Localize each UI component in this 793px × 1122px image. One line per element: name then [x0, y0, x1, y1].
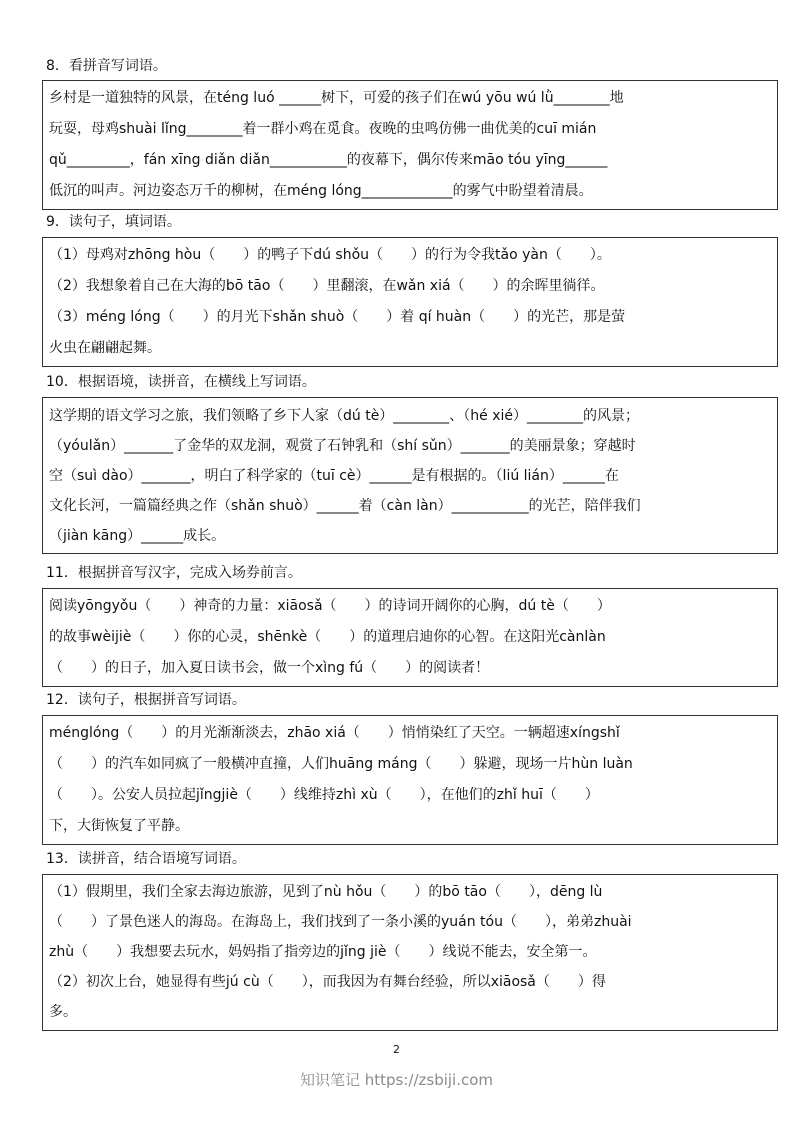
question-12-box	[42, 715, 778, 845]
question-8-box	[42, 80, 778, 210]
question-8-line: qǔ_________，fán xīng diǎn diǎn___________的夜幕下，偶尔传来māo tóu yīng______	[49, 152, 608, 168]
question-8-title: 8．看拼音写词语。	[46, 58, 167, 74]
question-11-line: 阅读yōngyǒu（ ）神奇的力量：xiāosǎ（ ）的诗词开阔你的心胸，dú tè（ ）	[49, 598, 611, 614]
question-11-line: 的故事wèijiè（ ）你的心灵，shēnkè（ ）的道理启迪你的心智。在这阳光cànlàn	[49, 629, 606, 645]
question-9-line: （1）母鸡对zhōng hòu（ ）的鸭子下dú shǒu（ ）的行为令我tǎo yàn（ ）。	[49, 247, 611, 263]
question-13-title: 13．读拼音，结合语境写词语。	[46, 851, 246, 867]
question-13-box	[42, 874, 778, 1031]
question-13-line: （2）初次上台，她显得有些jú cù（ ），而我因为有舞台经验，所以xiāosǎ（ ）得	[49, 974, 606, 990]
question-10-line: （jiàn kāng）______成长。	[49, 528, 226, 544]
question-10-box	[42, 397, 778, 554]
question-12-line: （ ）。公安人员拉起jǐngjiè（ ）线维持zhì xù（ ），在他们的zhǐ huī（ ）	[49, 787, 599, 803]
page-number: 2	[393, 1043, 400, 1056]
question-10-line: 这学期的语文学习之旅，我们领略了乡下人家（dú tè）________、（hé xié）________的风景；	[49, 408, 640, 424]
question-13-line: （ ）了景色迷人的海岛。在海岛上，我们找到了一条小溪的yuán tóu（ ），弟弟zhuài	[49, 914, 632, 930]
footer-watermark: 知识笔记 https://zsbiji.com	[299, 1071, 494, 1089]
question-8-line: 乡村是一道独特的风景，在téng luó ______树下，可爱的孩子们在wú yōu wú lǜ________地	[49, 90, 624, 106]
question-9-line: （3）méng lóng（ ）的月光下shǎn shuò（ ）着 qí huàn（ ）的光芒，那是萤	[49, 309, 626, 325]
question-8-line: 低沉的叫声。河边姿态万千的柳树，在méng lóng_____________的雾气中盼望着清晨。	[49, 183, 593, 199]
question-9-title: 9．读句子，填词语。	[46, 214, 181, 230]
question-10-line: 空（suì dào）_______，明白了科学家的（tuī cè）______是有根据的。（liú lián）______在	[49, 468, 619, 484]
question-11-box	[42, 588, 778, 687]
question-13-line: zhù（ ）我想要去玩水，妈妈指了指旁边的jǐng jiè（ ）线说不能去，安全第一。	[49, 944, 597, 960]
question-10-line: 文化长河，一篇篇经典之作（shǎn shuò）______着（càn làn）___________的光芒，陪伴我们	[49, 498, 641, 514]
question-10-line: （yóulǎn）_______了金华的双龙洞，观赏了石钟乳和（shí sǔn）_______的美丽景象；穿越时	[49, 438, 636, 454]
question-10-title: 10．根据语境，读拼音，在横线上写词语。	[46, 374, 316, 390]
question-13-line: （1）假期里，我们全家去海边旅游，见到了nù hǒu（ ）的bō tāo（ ），dēng lù	[49, 884, 603, 900]
question-8-line: 玩耍，母鸡shuài lǐng________着一群小鸡在觅食。夜晚的虫鸣仿佛一曲优美的cuī mián	[49, 121, 597, 137]
question-9-box	[42, 237, 778, 367]
question-9-line: （2）我想象着自己在大海的bō tāo（ ）里翻滚，在wǎn xiá（ ）的余晖里徜徉。	[49, 278, 605, 294]
question-11-title: 11．根据拼音写汉字，完成入场券前言。	[46, 565, 302, 581]
question-12-line: 下，大街恢复了平静。	[49, 818, 189, 834]
question-12-title: 12．读句子，根据拼音写词语。	[46, 692, 246, 708]
question-12-line: ménglóng（ ）的月光渐渐淡去，zhāo xiá（ ）悄悄染红了天空。一辆超速xíngshǐ	[49, 725, 620, 741]
question-12-line: （ ）的汽车如同疯了一般横冲直撞，人们huāng máng（ ）躲避，现场一片hùn luàn	[49, 756, 633, 772]
question-13-line: 多。	[49, 1004, 77, 1020]
question-11-line: （ ）的日子，加入夏日读书会，做一个xìng fú（ ）的阅读者！	[49, 660, 490, 676]
question-9-line: 火虫在翩翩起舞。	[49, 340, 161, 356]
